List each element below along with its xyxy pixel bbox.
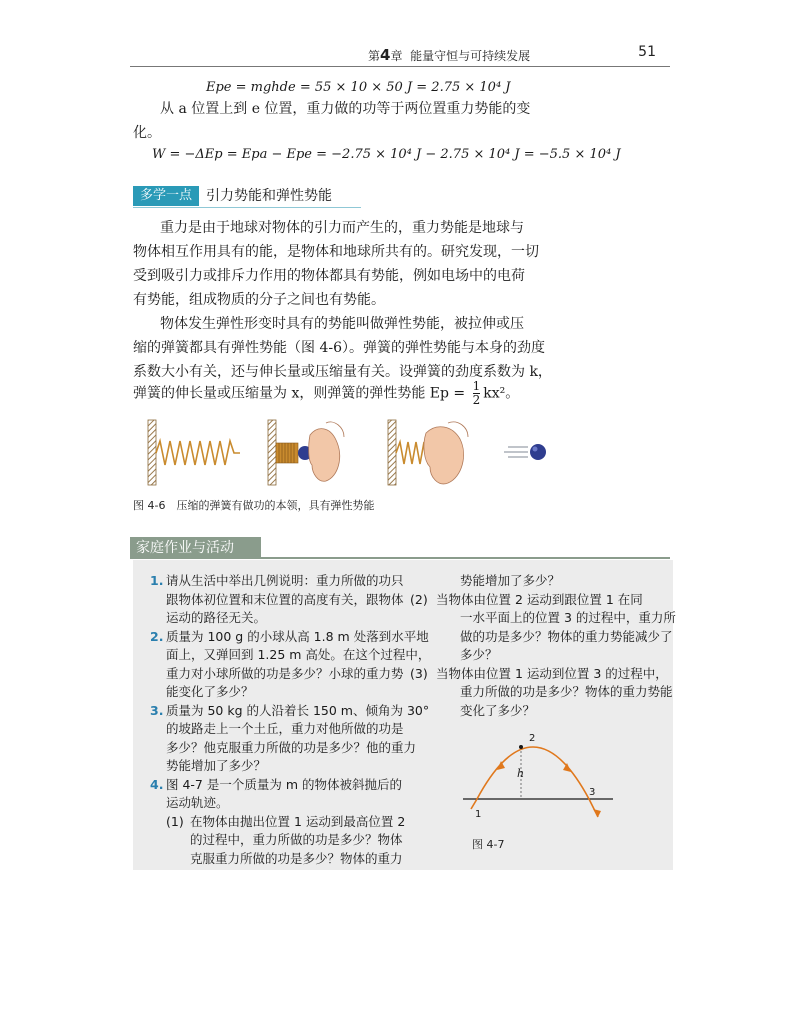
question-line: 势能增加了多少？ (460, 573, 561, 588)
homework-banner: 家庭作业与活动 (130, 537, 261, 559)
question-line: 势能增加了多少？ (166, 758, 267, 773)
section-tag: 多学一点 (133, 186, 199, 206)
section-title: 引力势能和弹性势能 (206, 188, 332, 204)
label-position-2: 2 (529, 733, 536, 744)
chapter-prefix: 第 (368, 49, 381, 63)
body-line: 物体发生弹性形变时具有的势能叫做弹性势能，被拉伸或压 (160, 316, 524, 332)
formula-prefix: 弹簧的伸长量或压缩量为 x，则弹簧的弹性势能 Ep = (133, 385, 470, 402)
question-line: 运动的路径无关。 (166, 610, 267, 625)
question-line: 1. 请从生活中举出几例说明：重力所做的功只 (150, 573, 404, 588)
homework-left-column (150, 572, 430, 868)
figure-4-6 (130, 415, 670, 490)
body-line: 受到吸引力或排斥力作用的物体都具有势能，例如电场中的电荷 (133, 268, 525, 284)
peak-point (519, 745, 523, 749)
section-underline (133, 207, 361, 208)
question-line: 克服重力所做的功是多少？物体的重力 (190, 850, 403, 866)
question-line: 一水平面上的位置 3 的过程中，重力所 (460, 610, 676, 625)
paragraph-line: 化。 (133, 125, 161, 141)
relaxed-spring (148, 420, 240, 485)
question-line: (2) 当物体由位置 2 运动到跟位置 1 在同 (410, 591, 643, 607)
page-number: 51 (638, 44, 656, 60)
fraction-numerator: 1 (472, 379, 481, 393)
arrow-up (497, 761, 505, 770)
question-line: 的坡路走上一个土丘，重力对他所做的功是 (166, 721, 404, 736)
question-line: 2. 质量为 100 g 的小球从高 1.8 m 处落到水平地 (150, 628, 429, 644)
question-line: 重力所做的功是多少？物体的重力势能 (460, 684, 673, 699)
question-line: (1) 在物体由抛出位置 1 运动到最高位置 2 (166, 813, 406, 829)
chapter-heading (368, 46, 530, 64)
body-line: 缩的弹簧都具有弹性势能（图 4-6）。弹簧的弹性势能与本身的劲度 (133, 340, 545, 356)
question-line: 的过程中，重力所做的功是多少？物体 (190, 832, 403, 847)
question-line: 多少？ (460, 647, 498, 662)
chapter-title: 能量守恒与可持续发展 (410, 49, 531, 63)
question-line: 变化了多少？ (460, 702, 536, 718)
fraction-denominator: 2 (472, 393, 481, 407)
arrow-down (563, 763, 571, 772)
homework-rule (255, 557, 670, 559)
question-line: 多少？他克服重力所做的功是多少？他的重力 (166, 739, 417, 755)
figure-4-7 (455, 725, 635, 830)
question-line: 4. 图 4-7 是一个质量为 m 的物体被斜抛后的 (150, 776, 402, 792)
chapter-number: 4 (380, 46, 391, 64)
equation-epe: Epe = mghde = 55 × 10 × 50 J = 2.75 × 10⁴ J (206, 80, 511, 95)
question-line: (3) 当物体由位置 1 运动到位置 3 的过程中， (410, 665, 668, 681)
question-line: 面上，又弹回到 1.25 m 高处。在这个过程中， (166, 647, 431, 662)
page-header (130, 44, 670, 67)
equation-work: W = −ΔEp = Epa − Epe = −2.75 × 10⁴ J − 2.75 × 10⁴ J = −5.5 × 10⁴ J (152, 147, 621, 162)
formula-tail: kx²。 (483, 385, 520, 402)
chapter-suffix: 章 (390, 49, 403, 63)
homework-right-column (410, 572, 676, 720)
question-line: 做的功是多少？物体的重力势能减少了 (460, 628, 673, 644)
body-line: 有势能，组成物质的分子之间也有势能。 (133, 292, 385, 308)
figure-4-7-caption: 图 4-7 (472, 838, 505, 851)
body-line: 重力是由于地球对物体的引力而产生的，重力势能是地球与 (160, 220, 524, 236)
figure-4-6-caption: 图 4-6 压缩的弹簧有做功的本领，具有弹性势能 (133, 499, 375, 512)
question-line: 运动轨迹。 (166, 795, 229, 810)
label-position-3: 3 (589, 787, 596, 798)
fraction (473, 380, 481, 407)
label-position-1: 1 (475, 809, 482, 820)
question-line: 3. 质量为 50 kg 的人沿着长 150 m、倾角为 30° (150, 702, 430, 718)
body-line: 物体相互作用具有的能，是物体和地球所共有的。研究发现，一切 (133, 244, 539, 260)
trajectory (477, 747, 598, 817)
body-line-formula (133, 380, 519, 407)
paragraph-line: 从 a 位置上到 e 位置，重力做的功等于两位置重力势能的变 (160, 101, 531, 117)
label-height: h (517, 767, 525, 780)
question-line: 跟物体初位置和末位置的高度有关，跟物体 (166, 591, 404, 607)
question-line: 重力对小球所做的功是多少？小球的重力势 (166, 665, 404, 681)
question-line: 能变化了多少？ (166, 684, 254, 699)
body-line: 系数大小有关，还与伸长量或压缩量有关。设弹簧的劲度系数为 k， (133, 364, 552, 380)
releasing-spring-with-hand (388, 420, 546, 485)
compressed-spring-with-hand (268, 420, 344, 485)
